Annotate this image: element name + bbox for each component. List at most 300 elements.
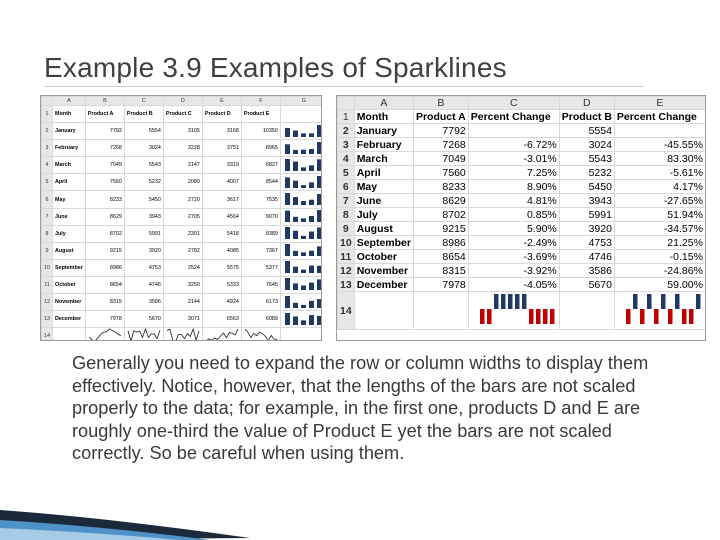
value-cell: 4007 (202, 174, 241, 191)
empty-cell (559, 292, 614, 330)
month-cell: December (354, 278, 413, 292)
value-cell: 59.00% (614, 278, 705, 292)
value-cell: 5450 (559, 180, 614, 194)
sparkline-bar (309, 182, 314, 188)
column-header: Product C (163, 106, 202, 123)
row-number: 11 (338, 250, 355, 264)
sparkline-bar (301, 219, 306, 223)
sparkline-cell (280, 140, 322, 157)
sparkline-bar (301, 149, 306, 153)
row-number: 3 (338, 138, 355, 152)
value-cell: 5232 (124, 174, 163, 191)
left-sparkline-row (42, 328, 323, 341)
bar-sparkline (283, 312, 322, 325)
value-cell: 5377 (241, 259, 280, 276)
value-cell: 2524 (163, 259, 202, 276)
value-cell: 5575 (202, 259, 241, 276)
sparkline-bar (301, 236, 306, 239)
row-number: 5 (42, 174, 53, 191)
sparkline-bar (301, 201, 306, 205)
value-cell: 8654 (85, 276, 124, 293)
table-row (338, 264, 706, 278)
sparkline-bar (285, 227, 290, 239)
column-header: Product D (202, 106, 241, 123)
sparkline-cell (202, 328, 241, 341)
value-cell: 7049 (85, 157, 124, 174)
value-cell: -24.86% (614, 264, 705, 278)
table-row (42, 208, 323, 225)
table-row (42, 191, 323, 208)
table-row (42, 294, 323, 311)
column-letter: A (53, 97, 86, 106)
sparkline-bar (293, 217, 298, 222)
column-letter: C (468, 97, 559, 110)
value-cell: 6173 (241, 294, 280, 311)
value-cell: 7367 (241, 242, 280, 259)
value-cell: 2301 (163, 225, 202, 242)
value-cell: 8629 (413, 194, 468, 208)
value-cell: -3.92% (468, 264, 559, 278)
value-cell: 3071 (163, 311, 202, 328)
column-letter: E (614, 97, 705, 110)
loss-bar (480, 309, 485, 324)
sparkline-bar (309, 216, 314, 222)
win-bar (494, 294, 499, 309)
value-cell: 8965 (241, 140, 280, 157)
sparkline-bar (317, 247, 322, 257)
sparkline-cell (241, 328, 280, 341)
sparkline-bar (309, 283, 314, 290)
value-cell: 8654 (413, 250, 468, 264)
month-cell: April (53, 174, 86, 191)
sparkline-cell (280, 225, 322, 242)
sparkline-bar (285, 211, 290, 222)
bar-sparkline (283, 141, 322, 154)
select-all-corner (338, 97, 355, 110)
table-row (338, 124, 706, 138)
month-cell: October (354, 250, 413, 264)
month-cell: December (53, 311, 86, 328)
value-cell: -4.05% (468, 278, 559, 292)
value-cell: 3586 (559, 264, 614, 278)
sparkline-cell (280, 294, 322, 311)
value-cell: 8233 (85, 191, 124, 208)
winloss-sparklines-screenshot (336, 95, 706, 341)
value-cell: 5991 (124, 225, 163, 242)
value-cell: -5.61% (614, 166, 705, 180)
value-cell: 3586 (124, 294, 163, 311)
sparkline-bar (285, 159, 290, 171)
sparkline-bar (301, 270, 306, 273)
value-cell: 2144 (163, 294, 202, 311)
table-row (338, 194, 706, 208)
value-cell: 8986 (413, 236, 468, 250)
win-bar (661, 294, 666, 309)
sparkline-bar (309, 149, 314, 154)
sparkline-bar (293, 267, 298, 273)
column-header: Product A (85, 106, 124, 123)
column-letter: D (163, 97, 202, 106)
value-cell: 4564 (202, 208, 241, 225)
column-header: Product B (559, 110, 614, 124)
table-row (42, 311, 323, 328)
sparkline-bar (301, 167, 306, 171)
sparkline-bar (285, 313, 290, 325)
value-cell: 5991 (559, 208, 614, 222)
value-cell: 8544 (241, 174, 280, 191)
column-header (280, 106, 322, 123)
row-number: 7 (338, 194, 355, 208)
column-letter: D (559, 97, 614, 110)
column-letter: C (124, 97, 163, 106)
value-cell: 5232 (559, 166, 614, 180)
row-number: 2 (338, 124, 355, 138)
sparkline-bar (317, 266, 322, 273)
column-header: Product B (124, 106, 163, 123)
sparkline-bar (285, 177, 290, 188)
month-cell: August (53, 242, 86, 259)
value-cell: 8702 (413, 208, 468, 222)
row-number: 4 (338, 152, 355, 166)
value-cell: -3.69% (468, 250, 559, 264)
value-cell: 5333 (202, 276, 241, 293)
right-column-header-row (338, 97, 706, 110)
sparkline-bar (309, 300, 314, 307)
bar-sparkline (283, 192, 322, 205)
sparkline-bar (293, 231, 298, 239)
value-cell: 8315 (85, 294, 124, 311)
value-cell: 3024 (124, 140, 163, 157)
value-cell: 10350 (241, 123, 280, 140)
sparkline-bar (293, 302, 298, 307)
loss-bar (543, 309, 548, 324)
sparkline-bar (285, 244, 290, 256)
value-cell: 9070 (241, 208, 280, 225)
sparkline-bar (301, 286, 306, 291)
empty-cell (280, 328, 322, 341)
value-cell: 3168 (202, 123, 241, 140)
column-letter: A (354, 97, 413, 110)
value-cell: 3617 (202, 191, 241, 208)
sparkline-cell (280, 191, 322, 208)
sparkline-bar (317, 159, 322, 171)
value-cell: 7645 (241, 276, 280, 293)
table-row (42, 225, 323, 242)
slide-title: Example 3.9 Examples of Sparklines (44, 52, 507, 83)
bar-sparkline (283, 175, 322, 188)
column-header: Product A (413, 110, 468, 124)
row-number: 8 (42, 225, 53, 242)
month-cell: October (53, 276, 86, 293)
value-cell: 0.85% (468, 208, 559, 222)
value-cell (468, 124, 559, 138)
sparkline-bar (309, 251, 314, 256)
value-cell: 6089 (241, 311, 280, 328)
column-letter: G (280, 97, 322, 106)
table-row (338, 222, 706, 236)
table-row (338, 208, 706, 222)
row-number: 2 (42, 123, 53, 140)
month-cell: August (354, 222, 413, 236)
sparkline-bar (301, 133, 306, 137)
sparkline-line (89, 329, 121, 341)
table-row (338, 278, 706, 292)
empty-cell (413, 292, 468, 330)
sparkline-bar (309, 232, 314, 239)
win-bar (501, 294, 506, 309)
value-cell: 6563 (202, 311, 241, 328)
winloss-cell (614, 292, 705, 330)
column-header: Percent Change (614, 110, 705, 124)
value-cell: 2080 (163, 174, 202, 191)
value-cell: 7.25% (468, 166, 559, 180)
value-cell (614, 124, 705, 138)
winloss-sparkline (617, 292, 703, 326)
table-row (42, 242, 323, 259)
value-cell: 4.81% (468, 194, 559, 208)
row-number: 12 (42, 294, 53, 311)
value-cell: 9215 (413, 222, 468, 236)
sparkline-bar (293, 251, 298, 256)
sparkline-bar (285, 278, 290, 290)
sparkline-bar (317, 125, 322, 137)
value-cell: 6827 (241, 157, 280, 174)
sparkline-bar (309, 133, 314, 137)
row-number: 10 (338, 236, 355, 250)
value-cell: 3751 (202, 140, 241, 157)
sparkline-cell (280, 174, 322, 191)
value-cell: 7049 (413, 152, 468, 166)
sparkline-bar (309, 200, 314, 205)
sparkline-bar (309, 315, 314, 325)
left-column-header-row (42, 97, 323, 106)
value-cell: 9215 (85, 242, 124, 259)
value-cell: -2.49% (468, 236, 559, 250)
value-cell: 3943 (124, 208, 163, 225)
sparkline-bar (301, 320, 306, 325)
sparkline-bar (301, 185, 306, 188)
month-cell: January (53, 123, 86, 140)
month-cell: March (53, 157, 86, 174)
sparkline-cell (85, 328, 124, 341)
sparkline-bar (285, 296, 290, 308)
row-number: 1 (42, 106, 53, 123)
value-cell: 3228 (163, 140, 202, 157)
row-number: 14 (338, 292, 355, 330)
sparkline-bar (317, 228, 322, 240)
table-row (338, 250, 706, 264)
win-bar (647, 294, 652, 309)
line-sparkline (166, 328, 200, 341)
sparkline-bar (293, 316, 298, 325)
value-cell: 5.90% (468, 222, 559, 236)
sparkline-bar (285, 193, 290, 205)
value-cell: -0.15% (614, 250, 705, 264)
sparkline-bar (317, 299, 322, 308)
left-spreadsheet-table (41, 96, 322, 341)
right-spreadsheet-table (337, 96, 706, 330)
sparkline-cell (280, 242, 322, 259)
row-number: 11 (42, 276, 53, 293)
month-cell: February (53, 140, 86, 157)
winloss-cell (468, 292, 559, 330)
loss-bar (536, 309, 541, 324)
month-cell: May (354, 180, 413, 194)
month-cell: April (354, 166, 413, 180)
select-all-corner (42, 97, 53, 106)
value-cell: 4753 (124, 259, 163, 276)
value-cell: 4746 (124, 276, 163, 293)
loss-bar (640, 309, 645, 324)
value-cell: 4746 (559, 250, 614, 264)
value-cell: 8389 (241, 225, 280, 242)
table-row (42, 157, 323, 174)
value-cell: 7978 (413, 278, 468, 292)
sparkline-bar (285, 261, 290, 273)
month-cell: June (53, 208, 86, 225)
line-sparkline (205, 328, 239, 341)
bar-sparkline (283, 124, 322, 137)
right-sparkline-row (338, 292, 706, 330)
sparkline-bar (293, 130, 298, 136)
value-cell: 21.25% (614, 236, 705, 250)
bar-sparkline (283, 243, 322, 256)
win-bar (508, 294, 513, 309)
row-number: 13 (42, 311, 53, 328)
win-bar (675, 294, 680, 309)
sparkline-cell (280, 157, 322, 174)
value-cell: 8702 (85, 225, 124, 242)
sparkline-cell (163, 328, 202, 341)
column-header: Product E (241, 106, 280, 123)
row-number: 9 (42, 242, 53, 259)
sparkline-bar (317, 194, 322, 205)
value-cell: 5670 (124, 311, 163, 328)
value-cell: 5554 (559, 124, 614, 138)
sparkline-bar (293, 161, 298, 170)
month-cell: May (53, 191, 86, 208)
value-cell: 8629 (85, 208, 124, 225)
month-cell: March (354, 152, 413, 166)
value-cell: 2705 (163, 208, 202, 225)
sparkline-line (128, 329, 160, 341)
loss-bar (626, 309, 631, 324)
month-cell: September (354, 236, 413, 250)
column-letter: B (413, 97, 468, 110)
empty-cell (354, 292, 413, 330)
column-letter: F (241, 97, 280, 106)
row-number: 13 (338, 278, 355, 292)
sparkline-cell (280, 259, 322, 276)
row-number: 5 (338, 166, 355, 180)
value-cell: 7792 (85, 123, 124, 140)
sparkline-bar (293, 181, 298, 188)
line-sparkline (88, 328, 122, 341)
sparkline-bar (293, 284, 298, 291)
sparkline-cell (280, 123, 322, 140)
sparkline-bar (309, 266, 314, 273)
value-cell: 5418 (202, 225, 241, 242)
value-cell: 83.30% (614, 152, 705, 166)
table-row (338, 166, 706, 180)
value-cell: 8315 (413, 264, 468, 278)
column-header: Month (354, 110, 413, 124)
value-cell: 5543 (124, 157, 163, 174)
loss-bar (529, 309, 534, 324)
bar-sparkline (283, 209, 322, 222)
row-number: 4 (42, 157, 53, 174)
bar-sparkline (283, 158, 322, 171)
sparkline-cell (280, 276, 322, 293)
sparkline-cell (124, 328, 163, 341)
value-cell: 51.94% (614, 208, 705, 222)
value-cell: 3319 (202, 157, 241, 174)
month-cell: February (354, 138, 413, 152)
value-cell: 5450 (124, 191, 163, 208)
sparkline-bar (317, 142, 322, 154)
value-cell: -27.65% (614, 194, 705, 208)
table-row (42, 140, 323, 157)
value-cell: 7535 (241, 191, 280, 208)
line-sparkline (127, 328, 161, 341)
row-number: 6 (338, 180, 355, 194)
table-row (42, 123, 323, 140)
column-header: Month (53, 106, 86, 123)
month-cell (53, 328, 86, 341)
table-row (338, 236, 706, 250)
value-cell: 7978 (85, 311, 124, 328)
body-paragraph: Generally you need to expand the row or column widths to display them effectively. Notice, however, that the lengths of the bars are not scaled properly to the data; for example, in the first one, products D and E are roughly one-third the value of Product E yet the bars are not scaled correctly. So be careful when using them. (72, 353, 649, 463)
table-row (42, 276, 323, 293)
sparkline-cell (280, 208, 322, 225)
sparkline-bar (317, 316, 322, 325)
value-cell: -34.57% (614, 222, 705, 236)
value-cell: 7560 (413, 166, 468, 180)
column-header: Percent Change (468, 110, 559, 124)
row-number: 10 (42, 259, 53, 276)
sparkline-line (206, 329, 238, 341)
sparkline-bar (301, 304, 306, 307)
right-header-row (338, 110, 706, 124)
table-row (42, 259, 323, 276)
table-row (338, 152, 706, 166)
sparkline-bar (301, 253, 306, 257)
loss-bar (668, 309, 673, 324)
sparkline-bar (293, 150, 298, 154)
sparkline-bar (317, 210, 322, 222)
value-cell: 2782 (163, 242, 202, 259)
loss-bar (654, 309, 659, 324)
value-cell: 7792 (413, 124, 468, 138)
month-cell: September (53, 259, 86, 276)
value-cell: 2147 (163, 157, 202, 174)
win-bar (515, 294, 520, 309)
value-cell: 4.17% (614, 180, 705, 194)
win-bar (696, 294, 701, 309)
month-cell: November (53, 294, 86, 311)
title-divider (44, 86, 644, 87)
value-cell: 4085 (202, 242, 241, 259)
value-cell: 8986 (85, 259, 124, 276)
sparkline-bar (285, 144, 290, 154)
sparkline-line (167, 329, 199, 341)
loss-bar (689, 309, 694, 324)
value-cell: 8233 (413, 180, 468, 194)
value-cell: 5554 (124, 123, 163, 140)
value-cell: 3943 (559, 194, 614, 208)
sparkline-cell (280, 311, 322, 328)
bar-sparklines-screenshot (40, 95, 322, 341)
